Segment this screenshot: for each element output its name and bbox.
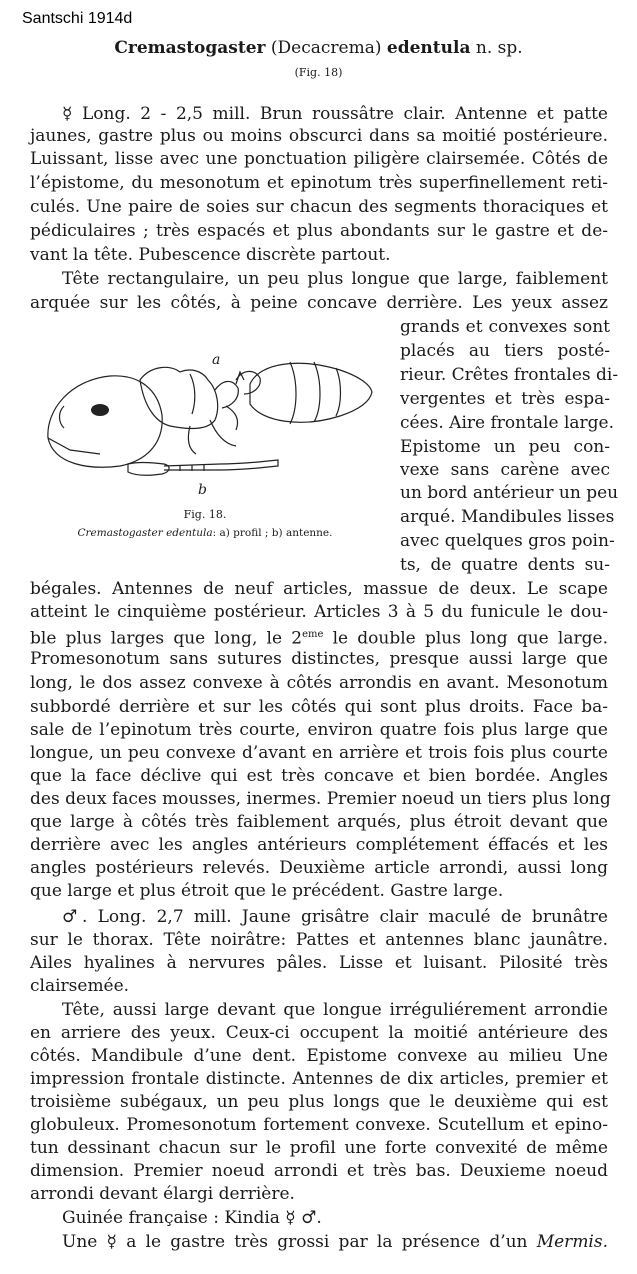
text-line: placés au tiers posté- (400, 341, 610, 361)
text-line: que la face déclive qui est très concave et bien bordée. Angles (30, 766, 608, 786)
superscript: eme (302, 629, 324, 640)
figure-caption-number: Fig. 18. (183, 508, 227, 521)
text-line: Epistome un peu con- (400, 437, 610, 457)
text-line: sale de l’epinotum très courte, environ quatre fois plus large que (30, 720, 608, 740)
text-line: vant la tête. Pubescence discrète partout. (30, 245, 391, 265)
text-line: longue, un peu convexe d’avant en arrière et trois fois plus courte (30, 743, 608, 763)
figure-caption (40, 527, 370, 539)
figure-reference: (Fig. 18) (294, 66, 343, 79)
title-suffix: n. sp. (475, 38, 523, 58)
title-genus: Cremastogaster (114, 38, 266, 58)
text-line: Luissant, lisse avec une ponctuation piligère clairsemée. Côtés de (30, 149, 608, 169)
text-fragment: ble plus larges que long, le 2 (30, 628, 303, 649)
text-line: Tête, aussi large devant que longue irréguliérement arrondie (62, 1000, 608, 1020)
text-line: atteint le cinquième postérieur. Articles 3 à 5 du funicule le dou- (30, 602, 608, 622)
text-line: ts, de quatre dents su- (400, 555, 610, 575)
text-line: jaunes, gastre plus ou moins obscurci dans sa moitié postérieure. (30, 126, 608, 146)
text-line: tun dessinant chacun sur le profil une forte convexité de même (30, 1138, 608, 1158)
text-line (30, 624, 608, 650)
figure-caption-species: Cremastogaster edentula (77, 527, 213, 539)
text-fragment: le double plus long que large. (323, 628, 608, 649)
text-line: clairsemée. (30, 976, 130, 996)
text-line: rieur. Crêtes frontales di- (400, 365, 619, 385)
text-line: impression frontale distincte. Antennes de dix articles, premier et (30, 1069, 608, 1089)
text-line: vergentes et très espa- (400, 389, 610, 409)
text-line: avec quelques gros poin- (400, 531, 615, 551)
ant-eye (91, 404, 109, 416)
text-line: vexe sans carène avec (400, 460, 610, 480)
text-line: derrière avec les angles antérieurs complétement éffacés et les (30, 835, 608, 855)
title-species: edentula (386, 38, 471, 58)
text-line: angles postérieurs relevés. Deuxième article arrondi, aussi long (30, 858, 608, 878)
text-line: Tête rectangulaire, un peu plus longue que large, faiblement (62, 269, 608, 289)
text-fragment: Une ☿ a le gastre très grossi par la présence d’un (62, 1232, 528, 1252)
text-line: cées. Aire frontale large. (400, 413, 614, 433)
reference-label: Santschi 1914d (22, 10, 133, 27)
ant-profile-drawing (48, 362, 372, 475)
text-line: sur le thorax. Tête noirâtre: Pattes et antennes blanc jaunâtre. (30, 930, 608, 950)
text-line: long, le dos assez convexe à côtés arrondis en avant. Mesonotum (30, 673, 608, 693)
figure-label-b: b (198, 482, 207, 498)
text-line: l’épistome, du mesonotum et epinotum très superfinellement reti- (30, 173, 608, 193)
text-line: des deux faces mousses, inermes. Premier noeud un tiers plus long (30, 789, 611, 809)
text-line: ☿ Long. 2 - 2,5 mill. Brun roussâtre clair. Antenne et patte (62, 104, 608, 124)
text-italic: Mermis. (536, 1232, 608, 1252)
text-line: un bord antérieur un peu (400, 483, 619, 503)
text-line: que large et plus étroit que le précédent. Gastre large. (30, 881, 504, 901)
species-title (0, 38, 637, 58)
text-line: côtés. Mandibule d’une dent. Epistome convexe au milieu Une (30, 1046, 608, 1066)
text-line: Ailes hyalines à nervures pâles. Lisse et luisant. Pilosité très (30, 953, 608, 973)
title-subgenus: (Decacrema) (270, 38, 382, 58)
text-line: culés. Une paire de soies sur chacun des segments thoraciques et (30, 197, 608, 217)
figure-label-a: a (212, 352, 221, 368)
figure-caption-rest: : a) profil ; b) antenne. (212, 527, 333, 539)
text-line: dimension. Premier noeud arrondi et très bas. Deuxieme noeud (30, 1161, 608, 1181)
text-line: bégales. Antennes de neuf articles, massue de deux. Le scape (30, 579, 608, 599)
text-line: arrondi devant élargi derrière. (30, 1184, 295, 1204)
text-line: troisième subégaux, un peu plus longs que le deuxième qui est (30, 1092, 608, 1112)
text-line: subbordé derrière et sur les côtés qui sont plus droits. Face ba- (30, 697, 608, 717)
text-line: grands et convexes sont (400, 317, 610, 337)
text-line: Promesonotum sans sutures distinctes, presque aussi large que (30, 649, 608, 669)
text-line: pédiculaires ; très espacés et plus abondants sur le gastre et de- (30, 221, 608, 241)
text-line: que large à côtés très faiblement arqués, plus étroit devant que (30, 812, 608, 832)
text-line: arqué. Mandibules lisses (400, 507, 615, 527)
text-line: en arriere des yeux. Ceux-ci occupent la moitié antérieure des (30, 1023, 608, 1043)
text-line: arquée sur les côtés, à peine concave derrière. Les yeux assez (30, 293, 608, 313)
text-line (62, 1231, 608, 1253)
text-line: ♂. Long. 2,7 mill. Jaune grisâtre clair maculé de brunâtre (62, 907, 608, 927)
text-line: Guinée française : Kindia ☿ ♂. (62, 1208, 322, 1228)
text-line: globuleux. Promesonotum fortement convexe. Scutellum et epino- (30, 1115, 608, 1135)
